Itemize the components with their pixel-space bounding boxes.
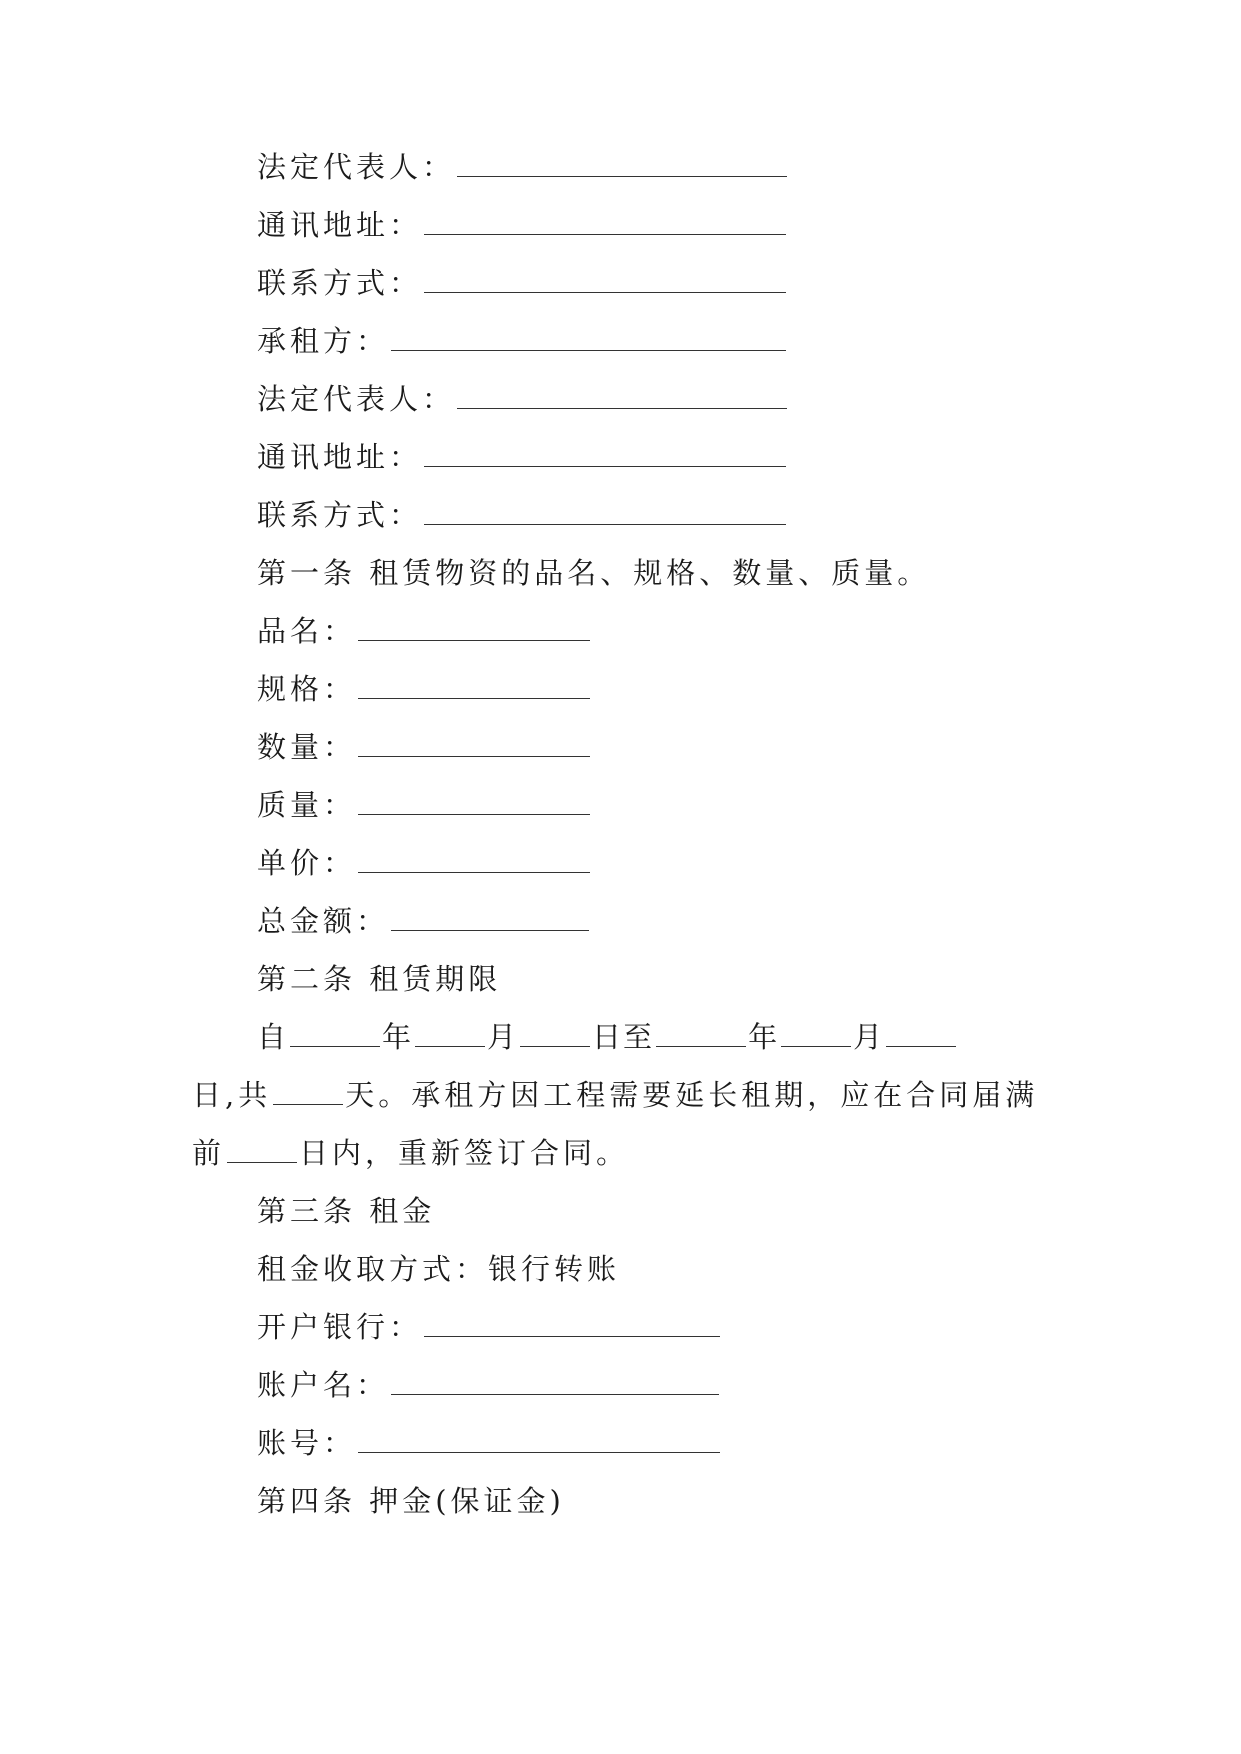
account-number-line xyxy=(257,1423,722,1463)
article3-heading: 第三条 租金 xyxy=(257,1194,436,1228)
blank-field[interactable] xyxy=(781,1024,851,1047)
field-label: 承租方： xyxy=(257,324,390,358)
quantity-line xyxy=(257,727,592,767)
bank-line xyxy=(257,1307,722,1347)
blank-field[interactable] xyxy=(290,1024,380,1047)
field-label: 单价： xyxy=(257,846,357,880)
blank-field[interactable] xyxy=(886,1024,956,1047)
blank-field[interactable] xyxy=(358,734,590,757)
blank-field[interactable] xyxy=(457,154,787,177)
blank-field[interactable] xyxy=(358,850,590,873)
field-label: 联系方式： xyxy=(257,266,423,300)
field-label: 开户银行： xyxy=(257,1310,423,1344)
blank-field[interactable] xyxy=(358,792,590,815)
period-text: 日内，重新签订合同。 xyxy=(299,1136,630,1170)
unit-price-line xyxy=(257,843,592,883)
blank-field[interactable] xyxy=(424,502,786,525)
blank-field[interactable] xyxy=(391,1372,719,1395)
blank-field[interactable] xyxy=(457,386,787,409)
field-label: 账户名： xyxy=(257,1368,390,1402)
lease-period-line-3 xyxy=(192,1133,629,1173)
blank-field[interactable] xyxy=(273,1082,343,1105)
period-text: 月 xyxy=(853,1020,885,1054)
lessor-address-line xyxy=(257,205,788,245)
lease-period-line xyxy=(257,1017,958,1057)
period-text: 前 xyxy=(192,1136,226,1170)
field-label: 账号： xyxy=(257,1426,357,1460)
lessee-address-line xyxy=(257,437,788,477)
lessee-contact-line xyxy=(257,495,788,535)
period-text: 日,共 xyxy=(192,1078,272,1112)
blank-field[interactable] xyxy=(520,1024,590,1047)
period-text: 年 xyxy=(748,1020,780,1054)
blank-field[interactable] xyxy=(415,1024,485,1047)
field-label: 数量： xyxy=(257,730,357,764)
period-text: 月 xyxy=(487,1020,519,1054)
field-label: 联系方式： xyxy=(257,498,423,532)
field-label: 通讯地址： xyxy=(257,440,423,474)
lessee-party-line xyxy=(257,321,788,361)
blank-field[interactable] xyxy=(358,1430,720,1453)
account-name-line xyxy=(257,1365,721,1405)
blank-field[interactable] xyxy=(358,618,590,641)
lessor-legal-rep-line xyxy=(257,147,789,187)
lessor-contact-line xyxy=(257,263,788,303)
period-text: 天。承租方因工程需要延长租期，应在合同届满 xyxy=(345,1078,1039,1112)
field-label: 法定代表人： xyxy=(257,382,456,416)
blank-field[interactable] xyxy=(391,328,786,351)
blank-field[interactable] xyxy=(227,1140,297,1163)
blank-field[interactable] xyxy=(424,1314,720,1337)
quality-line xyxy=(257,785,592,825)
name-line xyxy=(257,611,592,651)
payment-method-line: 租金收取方式：银行转账 xyxy=(257,1252,621,1286)
lessee-legal-rep-line xyxy=(257,379,789,419)
period-text: 自 xyxy=(257,1020,289,1054)
lease-period-line-2 xyxy=(192,1075,1038,1115)
blank-field[interactable] xyxy=(391,908,589,931)
blank-field[interactable] xyxy=(424,212,786,235)
field-label: 通讯地址： xyxy=(257,208,423,242)
blank-field[interactable] xyxy=(656,1024,746,1047)
field-label: 规格： xyxy=(257,672,357,706)
field-label: 总金额： xyxy=(257,904,390,938)
article1-heading: 第一条 租赁物资的品名、规格、数量、质量。 xyxy=(257,556,931,590)
total-line xyxy=(257,901,591,941)
field-label: 品名： xyxy=(257,614,357,648)
article2-heading: 第二条 租赁期限 xyxy=(257,962,502,996)
period-text: 日至 xyxy=(592,1020,655,1054)
blank-field[interactable] xyxy=(358,676,590,699)
spec-line xyxy=(257,669,592,709)
article4-heading: 第四条 押金(保证金) xyxy=(257,1484,565,1518)
blank-field[interactable] xyxy=(424,444,786,467)
field-label: 质量： xyxy=(257,788,357,822)
field-label: 法定代表人： xyxy=(257,150,456,184)
blank-field[interactable] xyxy=(424,270,786,293)
period-text: 年 xyxy=(382,1020,414,1054)
